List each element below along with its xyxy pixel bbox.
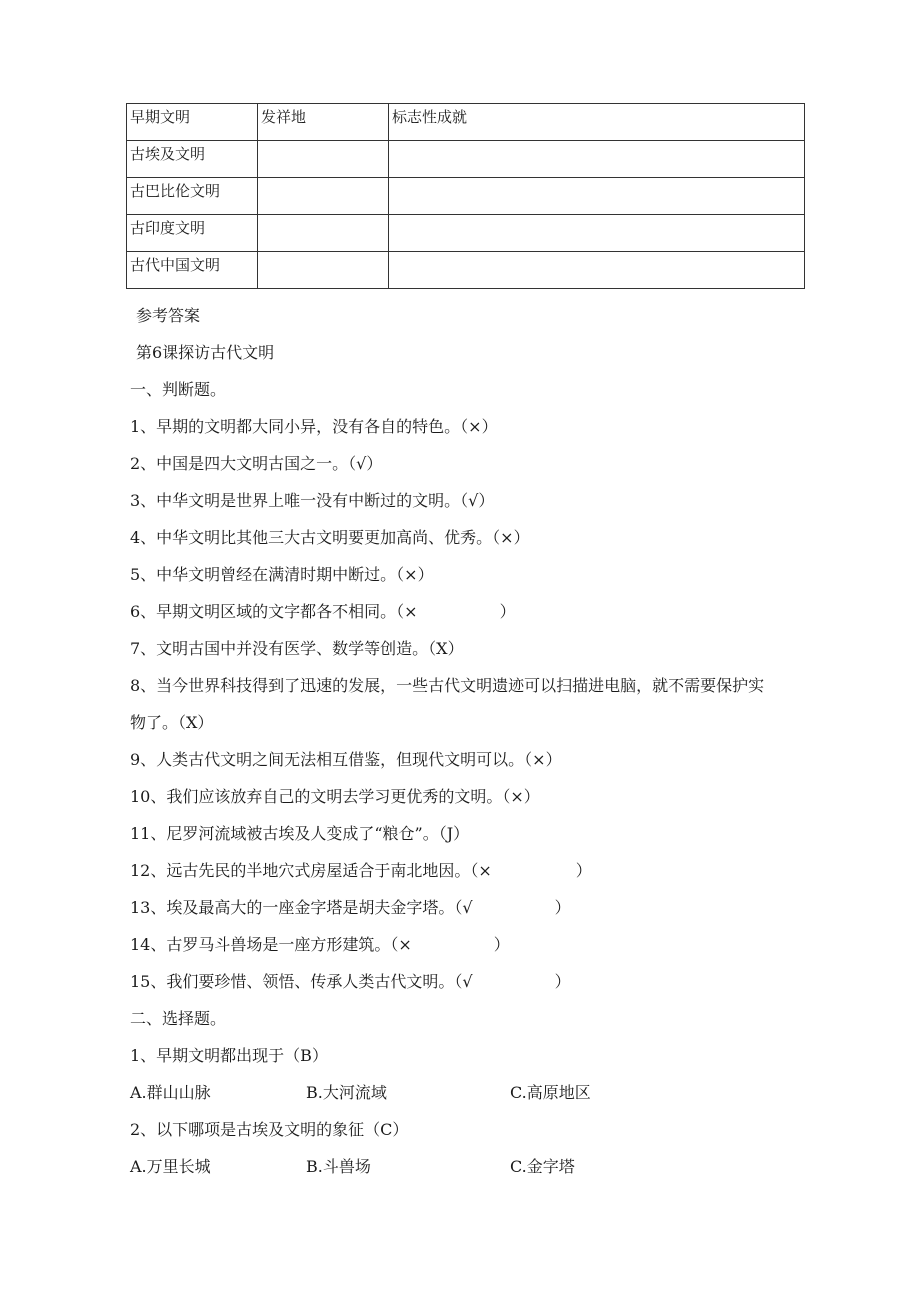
judgment-text: 15、我们要珍惜、领悟、传承人类古代文明。（√ [130,972,473,991]
choice-question: 2、以下哪项是古埃及文明的象征（C） [130,1120,409,1139]
table-row [127,215,805,252]
judgment-item: 4、中华文明比其他三大古文明要更加高尚、优秀。（×） [130,528,530,547]
judgment-item: 11、尼罗河流域被古埃及人变成了“粮仓”。（J） [130,824,470,843]
judgment-item-continued: 物了。（X） [130,713,214,732]
section-heading-choice: 二、选择题。 [130,1009,227,1028]
judgment-item: 5、中华文明曾经在满清时期中断过。（×） [130,565,434,584]
judgment-item: 7、文明古国中并没有医学、数学等创造。（X） [130,639,464,658]
judgment-text: 12、远古先民的半地穴式房屋适合于南北地因。（× [130,861,492,880]
choice-option-c: C.金字塔 [510,1157,575,1176]
choice-option-b: B.大河流域 [306,1083,387,1102]
judgment-item: 2、中国是四大文明古国之一。（√） [130,454,383,473]
table-row [127,178,805,215]
table-cell [258,178,389,215]
judgment-item: 3、中华文明是世界上唯一没有中断过的文明。（√） [130,491,495,510]
judgment-item [130,897,571,919]
judgment-item [130,860,592,882]
table-cell [258,141,389,178]
table-cell [389,215,805,252]
judgment-item: 10、我们应该放弃自己的文明去学习更优秀的文明。（×） [130,787,540,806]
close-paren: ） [493,935,510,954]
judgment-text: 14、古罗马斗兽场是一座方形建筑。（× [130,935,412,954]
judgment-item: 1、早期的文明都大同小异，没有各自的特色。（×） [130,417,498,436]
choice-option-a: A.万里长城 [130,1157,211,1176]
judgment-item: 9、人类古代文明之间无法相互借鉴，但现代文明可以。（×） [130,750,562,769]
lesson-title: 第6课探访古代文明 [136,343,275,362]
judgment-text: 13、埃及最高大的一座金字塔是胡夫金字塔。（√ [130,898,473,917]
close-paren: ） [554,972,571,991]
choice-option-c: C.高原地区 [510,1083,591,1102]
judgment-text: 6、早期文明区域的文字都各不相同。（× [130,602,418,621]
choice-option-a: A.群山山脉 [130,1083,211,1102]
table-row [127,141,805,178]
table-cell: 古代中国文明 [127,252,258,289]
table-row [127,252,805,289]
judgment-item [130,601,516,623]
choice-option-b: B.斗兽场 [306,1157,371,1176]
answer-heading: 参考答案 [136,306,201,325]
table-cell: 古印度文明 [127,215,258,252]
table-cell [258,252,389,289]
choice-question: 1、早期文明都出现于（B） [130,1046,328,1065]
section-heading-judgment: 一、判断题。 [130,380,227,399]
table-cell [389,252,805,289]
close-paren: ） [575,861,592,880]
civilization-table [126,103,805,289]
table-header-cell: 早期文明 [127,104,258,141]
table-cell [258,215,389,252]
table-cell [389,141,805,178]
table-header-row [127,104,805,141]
close-paren: ） [499,602,516,621]
judgment-item [130,971,571,993]
table-header-cell: 发祥地 [258,104,389,141]
judgment-item: 8、当今世界科技得到了迅速的发展，一些古代文明遗迹可以扫描进电脑，就不需要保护实 [130,676,765,695]
table-cell: 古埃及文明 [127,141,258,178]
close-paren: ） [554,898,571,917]
table-cell: 古巴比伦文明 [127,178,258,215]
table-cell [389,178,805,215]
judgment-item [130,934,510,956]
table-header-cell: 标志性成就 [389,104,805,141]
